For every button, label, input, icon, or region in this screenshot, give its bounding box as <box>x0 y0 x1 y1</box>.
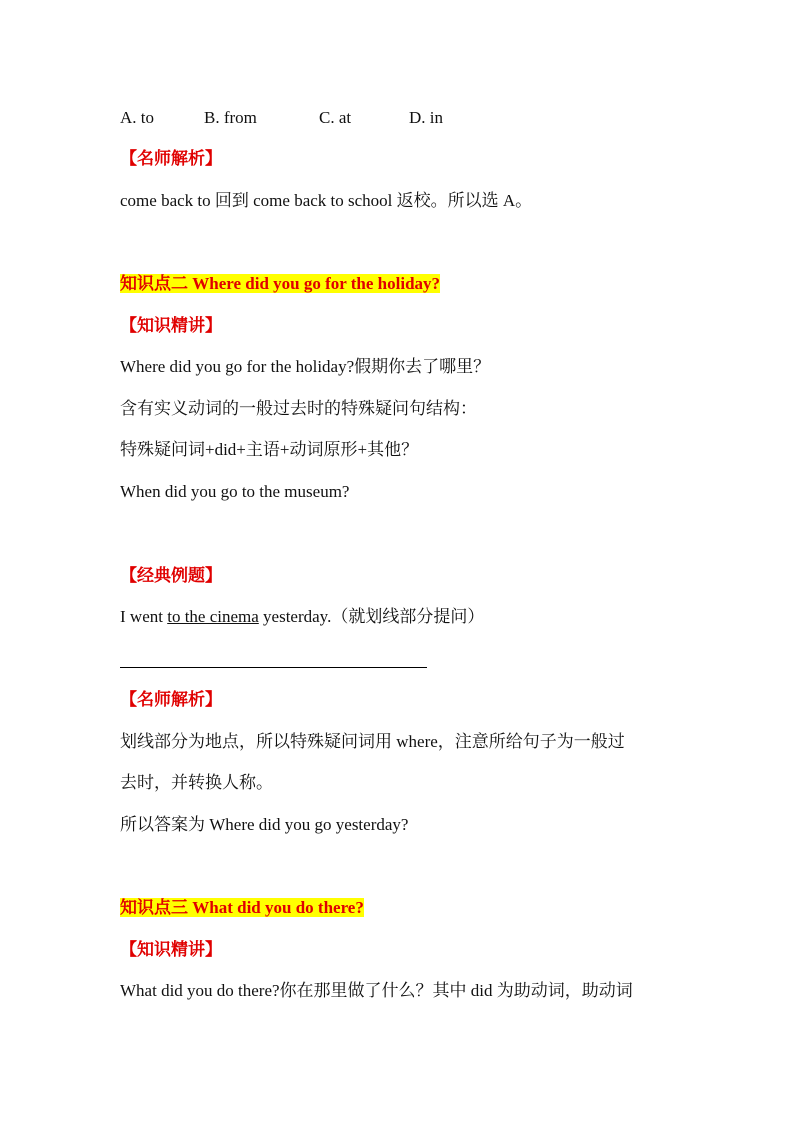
option-a: A. to <box>120 108 154 127</box>
knowledge-explanation-heading: 【知识精讲】 <box>120 316 222 335</box>
classic-example-heading: 【经典例题】 <box>120 566 222 585</box>
answer-blank-line <box>120 667 427 668</box>
knowledge-point-2-title <box>120 274 440 294</box>
analysis-text: 所以答案为 Where did you go yesterday? <box>120 815 409 834</box>
example-text: I went <box>120 607 168 626</box>
analysis-text: 划线部分为地点，所以特殊疑问词用 where，注意所给句子为一般过 <box>120 732 625 751</box>
example-underlined-text: to the cinema <box>167 607 259 626</box>
teacher-analysis-heading: 【名师解析】 <box>120 149 222 168</box>
knowledge-explanation-heading: 【知识精讲】 <box>120 940 222 959</box>
example-sentence <box>120 607 484 627</box>
analysis-text: 去时，并转换人称。 <box>120 773 273 792</box>
knowledge-point-3-title <box>120 898 364 918</box>
knowledge-point-3-title-text: 知识点三 What did you do there? <box>120 898 364 917</box>
teacher-analysis-heading: 【名师解析】 <box>120 690 222 709</box>
explanation-line: 特殊疑问词+did+主语+动词原形+其他？ <box>120 440 419 459</box>
option-b: B. from <box>204 108 257 127</box>
explanation-line: What did you do there?你在那里做了什么？其中 did 为助动词，助动词 <box>120 981 633 1000</box>
explanation-line: Where did you go for the holiday?假期你去了哪里？ <box>120 357 491 376</box>
explanation-line: When did you go to the museum? <box>120 482 350 501</box>
explanation-line: 含有实义动词的一般过去时的特殊疑问句结构： <box>120 399 477 418</box>
knowledge-point-2-title-text: 知识点二 Where did you go for the holiday? <box>120 274 441 293</box>
answer-options <box>120 108 443 128</box>
example-text: yesterday.（就划线部分提问） <box>258 607 485 626</box>
option-c: C. at <box>319 108 352 127</box>
option-d: D. in <box>409 108 443 127</box>
analysis-text: come back to 回到 come back to school 返校。所以选 A。 <box>120 191 533 210</box>
